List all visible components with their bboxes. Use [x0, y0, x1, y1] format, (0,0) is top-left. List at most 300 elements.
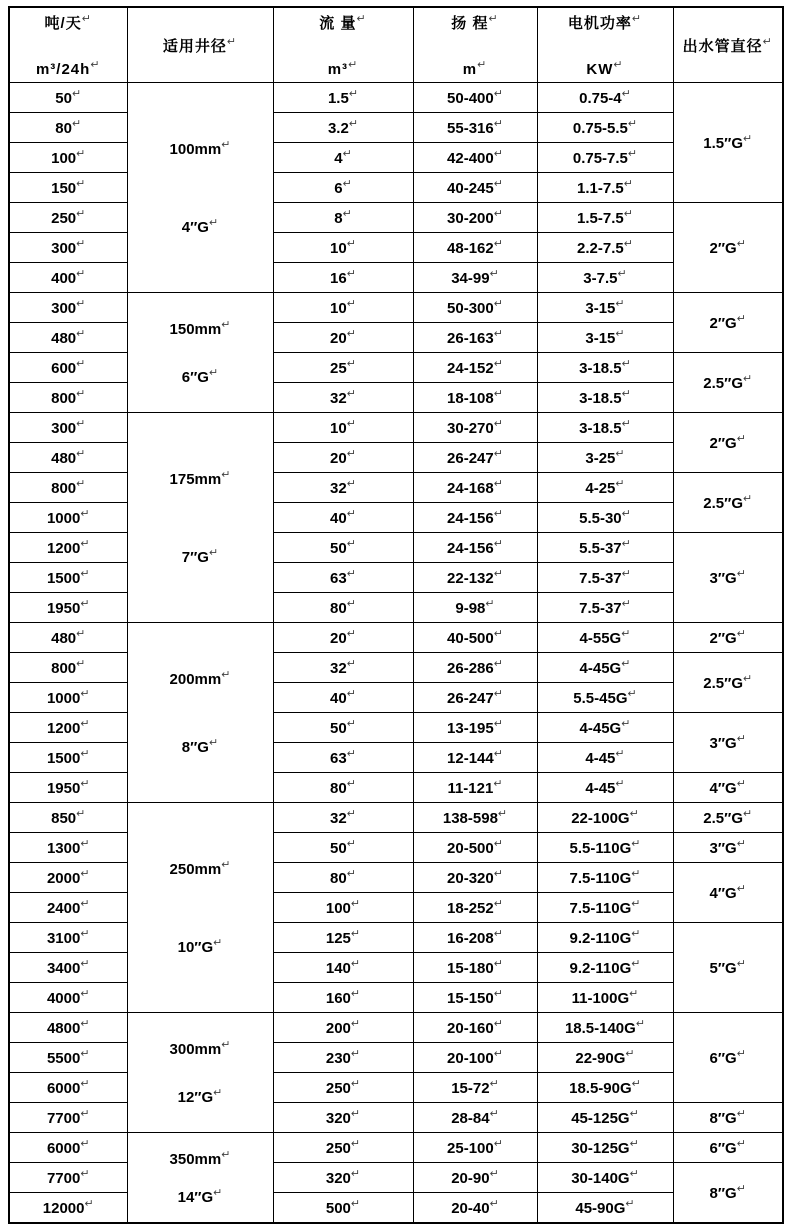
cell-flow: 32↵: [273, 653, 413, 683]
paragraph-mark: ↵: [71, 87, 82, 100]
paragraph-mark: ↵: [208, 367, 219, 380]
table-row: [9, 83, 783, 113]
well-diameter-mm: 150mm↵: [169, 318, 231, 338]
cell-head: 20-500↵: [413, 833, 537, 863]
paragraph-mark: ↵: [80, 777, 90, 790]
well-diameter-inch: 12″G↵: [177, 1087, 223, 1107]
cell-head: 40-500↵: [413, 623, 537, 653]
table-row: [9, 383, 783, 413]
cell-flow: 20↵: [273, 623, 413, 653]
cell-flow: 80↵: [273, 593, 413, 623]
paragraph-mark: ↵: [346, 837, 356, 850]
paragraph-mark: ↵: [493, 567, 503, 580]
cell-motor-power: 7.5-37↵: [537, 593, 673, 623]
cell-head: 20-160↵: [413, 1013, 537, 1043]
pump-specification-table: [8, 6, 784, 1224]
cell-capacity: 2400↵: [9, 893, 127, 923]
paragraph-mark: ↵: [627, 147, 638, 160]
paragraph-mark: ↵: [76, 147, 86, 160]
paragraph-mark: ↵: [80, 747, 90, 760]
well-diameter-inch: 4″G↵: [181, 217, 219, 237]
paragraph-mark: ↵: [736, 567, 746, 580]
paragraph-mark: ↵: [350, 1077, 361, 1090]
cell-capacity: 3400↵: [9, 953, 127, 983]
cell-flow: 125↵: [273, 923, 413, 953]
paragraph-mark: ↵: [80, 957, 90, 970]
cell-capacity: 850↵: [9, 803, 127, 833]
paragraph-mark: ↵: [76, 447, 86, 460]
paragraph-mark: ↵: [346, 687, 356, 700]
cell-flow: 6↵: [273, 173, 413, 203]
cell-motor-power: 1.5-7.5↵: [537, 203, 673, 233]
paragraph-mark: ↵: [81, 13, 92, 25]
cell-well-diameter: [127, 623, 273, 803]
cell-motor-power: 30-140G↵: [537, 1163, 673, 1193]
table-row: [9, 1013, 783, 1043]
paragraph-mark: ↵: [493, 417, 503, 430]
cell-head: 11-121↵: [413, 773, 537, 803]
cell-flow: 20↵: [273, 323, 413, 353]
paragraph-mark: ↵: [348, 87, 359, 100]
cell-motor-power: 0.75-7.5↵: [537, 143, 673, 173]
cell-flow: 40↵: [273, 503, 413, 533]
cell-well-diameter: [127, 83, 273, 293]
well-diameter-mm: 175mm↵: [169, 468, 231, 488]
paragraph-mark: ↵: [493, 477, 503, 490]
table-row: [9, 173, 783, 203]
table-row: [9, 233, 783, 263]
paragraph-mark: ↵: [493, 357, 503, 370]
paragraph-mark: ↵: [348, 117, 359, 130]
paragraph-mark: ↵: [493, 507, 503, 520]
cell-well-diameter: [127, 293, 273, 413]
paragraph-mark: ↵: [493, 747, 503, 760]
well-diameter-inch: 7″G↵: [181, 547, 219, 567]
paragraph-mark: ↵: [736, 957, 746, 970]
paragraph-mark: ↵: [80, 1137, 90, 1150]
paragraph-mark: ↵: [613, 58, 624, 71]
paragraph-mark: ↵: [736, 312, 746, 325]
paragraph-mark: ↵: [625, 1047, 635, 1060]
cell-head: 15-72↵: [413, 1073, 537, 1103]
cell-motor-power: 3-25↵: [537, 443, 673, 473]
table-row: [9, 413, 783, 443]
paragraph-mark: ↵: [76, 807, 86, 820]
cell-head: 12-144↵: [413, 743, 537, 773]
paragraph-mark: ↵: [489, 1077, 499, 1090]
cell-motor-power: 22-90G↵: [537, 1043, 673, 1073]
paragraph-mark: ↵: [346, 357, 356, 370]
cell-flow: 3.2↵: [273, 113, 413, 143]
table-row: [9, 653, 783, 683]
paragraph-mark: ↵: [736, 627, 746, 640]
paragraph-mark: ↵: [493, 87, 503, 100]
cell-motor-power: 3-15↵: [537, 323, 673, 353]
paragraph-mark: ↵: [76, 207, 86, 220]
table-row: [9, 1163, 783, 1193]
header-line: 流 量↵: [319, 13, 367, 32]
cell-outlet-pipe: 8″G↵: [673, 1163, 783, 1224]
paragraph-mark: ↵: [493, 117, 503, 130]
header-line: KW↵: [586, 58, 624, 78]
cell-capacity: 300↵: [9, 233, 127, 263]
well-diameter-mm: 350mm↵: [169, 1148, 231, 1168]
cell-head: 50-400↵: [413, 83, 537, 113]
paragraph-mark: ↵: [493, 177, 503, 190]
table-row: [9, 893, 783, 923]
cell-motor-power: 7.5-37↵: [537, 563, 673, 593]
cell-motor-power: 4-45G↵: [537, 713, 673, 743]
paragraph-mark: ↵: [621, 357, 631, 370]
cell-head: 26-163↵: [413, 323, 537, 353]
cell-capacity: 1000↵: [9, 683, 127, 713]
paragraph-mark: ↵: [346, 327, 356, 340]
paragraph-mark: ↵: [631, 957, 641, 970]
header-line: m↵: [462, 58, 488, 78]
paragraph-mark: ↵: [80, 927, 90, 940]
paragraph-mark: ↵: [80, 597, 90, 610]
paragraph-mark: ↵: [80, 897, 90, 910]
paragraph-mark: ↵: [493, 237, 503, 250]
cell-head: 30-200↵: [413, 203, 537, 233]
cell-motor-power: 5.5-45G↵: [537, 683, 673, 713]
cell-capacity: 600↵: [9, 353, 127, 383]
paragraph-mark: ↵: [629, 807, 639, 820]
paragraph-mark: ↵: [635, 1017, 646, 1030]
paragraph-mark: ↵: [346, 657, 356, 670]
paragraph-mark: ↵: [621, 597, 631, 610]
well-diameter-mm: 200mm↵: [169, 668, 231, 688]
cell-flow: 160↵: [273, 983, 413, 1013]
paragraph-mark: ↵: [493, 1017, 503, 1030]
paragraph-mark: ↵: [346, 807, 356, 820]
paragraph-mark: ↵: [743, 492, 753, 505]
paragraph-mark: ↵: [493, 897, 503, 910]
paragraph-mark: ↵: [736, 1107, 746, 1120]
table-row: [9, 1133, 783, 1163]
paragraph-mark: ↵: [80, 567, 90, 580]
cell-flow: 10↵: [273, 413, 413, 443]
paragraph-mark: ↵: [350, 897, 361, 910]
cell-head: 22-132↵: [413, 563, 537, 593]
cell-head: 34-99↵: [413, 263, 537, 293]
paragraph-mark: ↵: [493, 687, 503, 700]
cell-head: 15-180↵: [413, 953, 537, 983]
paragraph-mark: ↵: [736, 837, 746, 850]
well-diameter-mm: 250mm↵: [169, 858, 231, 878]
cell-flow: 80↵: [273, 773, 413, 803]
cell-flow: 140↵: [273, 953, 413, 983]
paragraph-mark: ↵: [80, 867, 90, 880]
paragraph-mark: ↵: [76, 357, 86, 370]
paragraph-mark: ↵: [493, 147, 503, 160]
paragraph-mark: ↵: [631, 867, 641, 880]
paragraph-mark: ↵: [743, 672, 753, 685]
table-row: [9, 473, 783, 503]
table-row: [9, 263, 783, 293]
paragraph-mark: ↵: [80, 1047, 90, 1060]
paragraph-mark: ↵: [80, 1077, 90, 1090]
header-line: m³↵: [327, 58, 359, 78]
header-line: 扬 程↵: [451, 13, 499, 32]
cell-capacity: 400↵: [9, 263, 127, 293]
paragraph-mark: ↵: [493, 537, 503, 550]
paragraph-mark: ↵: [743, 132, 753, 145]
paragraph-mark: ↵: [80, 1017, 90, 1030]
paragraph-mark: ↵: [629, 1137, 639, 1150]
well-diameter-mm: 300mm↵: [169, 1038, 231, 1058]
paragraph-mark: ↵: [493, 1047, 503, 1060]
paragraph-mark: ↵: [736, 1047, 746, 1060]
table-row: [9, 833, 783, 863]
paragraph-mark: ↵: [493, 867, 503, 880]
paragraph-mark: ↵: [346, 387, 356, 400]
paragraph-mark: ↵: [346, 867, 356, 880]
cell-outlet-pipe: 6″G↵: [673, 1133, 783, 1163]
cell-flow: 32↵: [273, 473, 413, 503]
cell-capacity: 6000↵: [9, 1073, 127, 1103]
paragraph-mark: ↵: [736, 1182, 746, 1195]
paragraph-mark: ↵: [80, 837, 90, 850]
cell-capacity: 3100↵: [9, 923, 127, 953]
paragraph-mark: ↵: [342, 207, 352, 220]
paragraph-mark: ↵: [221, 668, 231, 681]
paragraph-mark: ↵: [625, 1197, 635, 1210]
paragraph-mark: ↵: [80, 987, 90, 1000]
paragraph-mark: ↵: [76, 477, 86, 490]
paragraph-mark: ↵: [493, 927, 503, 940]
cell-flow: 63↵: [273, 563, 413, 593]
cell-well-diameter: [127, 1013, 273, 1133]
paragraph-mark: ↵: [623, 207, 633, 220]
table-row: [9, 683, 783, 713]
cell-outlet-pipe: 2.5″G↵: [673, 803, 783, 833]
paragraph-mark: ↵: [736, 777, 746, 790]
cell-motor-power: 4-45↵: [537, 743, 673, 773]
table-row: [9, 803, 783, 833]
cell-motor-power: 9.2-110G↵: [537, 953, 673, 983]
cell-capacity: 800↵: [9, 653, 127, 683]
paragraph-mark: ↵: [615, 477, 625, 490]
paragraph-mark: ↵: [208, 737, 219, 750]
cell-capacity: 1500↵: [9, 563, 127, 593]
paragraph-mark: ↵: [350, 987, 361, 1000]
header-motor-power: [537, 7, 673, 83]
cell-head: 18-252↵: [413, 893, 537, 923]
cell-motor-power: 3-18.5↵: [537, 413, 673, 443]
table-row: [9, 743, 783, 773]
cell-flow: 40↵: [273, 683, 413, 713]
paragraph-mark: ↵: [615, 447, 625, 460]
paragraph-mark: ↵: [621, 627, 631, 640]
cell-head: 9-98↵: [413, 593, 537, 623]
cell-motor-power: 4-25↵: [537, 473, 673, 503]
cell-capacity: 1200↵: [9, 533, 127, 563]
table-row: [9, 1193, 783, 1224]
paragraph-mark: ↵: [493, 627, 503, 640]
paragraph-mark: ↵: [80, 717, 90, 730]
table-row: [9, 113, 783, 143]
paragraph-mark: ↵: [736, 237, 746, 250]
paragraph-mark: ↵: [226, 35, 238, 48]
paragraph-mark: ↵: [615, 777, 625, 790]
table-row: [9, 443, 783, 473]
paragraph-mark: ↵: [350, 957, 361, 970]
paragraph-mark: ↵: [493, 957, 503, 970]
paragraph-mark: ↵: [84, 1197, 94, 1210]
paragraph-mark: ↵: [342, 177, 352, 190]
cell-flow: 50↵: [273, 833, 413, 863]
cell-motor-power: 18.5-140G↵: [537, 1013, 673, 1043]
cell-motor-power: 5.5-30↵: [537, 503, 673, 533]
paragraph-mark: ↵: [350, 927, 361, 940]
cell-capacity: 4000↵: [9, 983, 127, 1013]
table-row: [9, 713, 783, 743]
cell-motor-power: 1.1-7.5↵: [537, 173, 673, 203]
paragraph-mark: ↵: [743, 807, 753, 820]
cell-motor-power: 45-125G↵: [537, 1103, 673, 1133]
paragraph-mark: ↵: [493, 447, 503, 460]
paragraph-mark: ↵: [615, 327, 625, 340]
paragraph-mark: ↵: [615, 747, 625, 760]
cell-capacity: 4800↵: [9, 1013, 127, 1043]
table-row: [9, 563, 783, 593]
cell-outlet-pipe: 3″G↵: [673, 713, 783, 773]
paragraph-mark: ↵: [736, 432, 746, 445]
cell-head: 26-286↵: [413, 653, 537, 683]
cell-head: 15-150↵: [413, 983, 537, 1013]
paragraph-mark: ↵: [350, 1107, 361, 1120]
cell-flow: 4↵: [273, 143, 413, 173]
table-row: [9, 533, 783, 563]
paragraph-mark: ↵: [621, 507, 631, 520]
paragraph-mark: ↵: [346, 717, 356, 730]
paragraph-mark: ↵: [493, 777, 503, 790]
paragraph-mark: ↵: [488, 13, 499, 25]
paragraph-mark: ↵: [76, 657, 86, 670]
table-row: [9, 923, 783, 953]
paragraph-mark: ↵: [76, 237, 86, 250]
cell-capacity: 50↵: [9, 83, 127, 113]
cell-motor-power: 11-100G↵: [537, 983, 673, 1013]
cell-head: 50-300↵: [413, 293, 537, 323]
cell-head: 18-108↵: [413, 383, 537, 413]
paragraph-mark: ↵: [213, 1187, 223, 1200]
paragraph-mark: ↵: [489, 267, 499, 280]
cell-outlet-pipe: 2.5″G↵: [673, 353, 783, 413]
cell-flow: 230↵: [273, 1043, 413, 1073]
cell-outlet-pipe: 2.5″G↵: [673, 473, 783, 533]
cell-flow: 63↵: [273, 743, 413, 773]
cell-flow: 320↵: [273, 1103, 413, 1133]
cell-capacity: 250↵: [9, 203, 127, 233]
paragraph-mark: ↵: [485, 597, 495, 610]
paragraph-mark: ↵: [493, 207, 503, 220]
header-line: 适用井径↵: [162, 35, 238, 55]
cell-head: 55-316↵: [413, 113, 537, 143]
cell-head: 13-195↵: [413, 713, 537, 743]
cell-head: 24-156↵: [413, 503, 537, 533]
paragraph-mark: ↵: [346, 477, 356, 490]
paragraph-mark: ↵: [621, 417, 631, 430]
paragraph-mark: ↵: [80, 1167, 90, 1180]
paragraph-mark: ↵: [497, 807, 508, 820]
paragraph-mark: ↵: [617, 267, 627, 280]
paragraph-mark: ↵: [208, 547, 219, 560]
cell-well-diameter: [127, 413, 273, 623]
cell-flow: 50↵: [273, 713, 413, 743]
cell-flow: 320↵: [273, 1163, 413, 1193]
table-row: [9, 323, 783, 353]
paragraph-mark: ↵: [346, 417, 356, 430]
paragraph-mark: ↵: [629, 1167, 639, 1180]
cell-capacity: 100↵: [9, 143, 127, 173]
cell-outlet-pipe: 1.5″G↵: [673, 83, 783, 203]
header-capacity: [9, 7, 127, 83]
cell-head: 20-100↵: [413, 1043, 537, 1073]
cell-outlet-pipe: 5″G↵: [673, 923, 783, 1013]
cell-motor-power: 7.5-110G↵: [537, 893, 673, 923]
table-row: [9, 863, 783, 893]
cell-capacity: 5500↵: [9, 1043, 127, 1073]
paragraph-mark: ↵: [477, 58, 488, 71]
cell-motor-power: 4-45G↵: [537, 653, 673, 683]
cell-flow: 32↵: [273, 383, 413, 413]
cell-head: 26-247↵: [413, 443, 537, 473]
paragraph-mark: ↵: [76, 627, 86, 640]
cell-outlet-pipe: 2″G↵: [673, 413, 783, 473]
paragraph-mark: ↵: [90, 58, 101, 71]
paragraph-mark: ↵: [346, 747, 356, 760]
paragraph-mark: ↵: [350, 1197, 361, 1210]
paragraph-mark: ↵: [350, 1047, 361, 1060]
paragraph-mark: ↵: [493, 387, 503, 400]
cell-motor-power: 4-45↵: [537, 773, 673, 803]
cell-motor-power: 0.75-5.5↵: [537, 113, 673, 143]
cell-flow: 10↵: [273, 293, 413, 323]
cell-motor-power: 3-15↵: [537, 293, 673, 323]
paragraph-mark: ↵: [621, 657, 631, 670]
table-row: [9, 1043, 783, 1073]
cell-motor-power: 45-90G↵: [537, 1193, 673, 1224]
table-header-row: [9, 7, 783, 83]
cell-capacity: 300↵: [9, 293, 127, 323]
cell-head: 26-247↵: [413, 683, 537, 713]
well-diameter-inch: 10″G↵: [177, 937, 223, 957]
cell-outlet-pipe: 2″G↵: [673, 623, 783, 653]
table-row: [9, 593, 783, 623]
header-line: m³/24h↵: [35, 58, 101, 78]
cell-capacity: 800↵: [9, 473, 127, 503]
cell-outlet-pipe: 4″G↵: [673, 863, 783, 923]
cell-head: 40-245↵: [413, 173, 537, 203]
paragraph-mark: ↵: [346, 297, 356, 310]
paragraph-mark: ↵: [350, 1017, 361, 1030]
cell-well-diameter: [127, 803, 273, 1013]
cell-capacity: 480↵: [9, 443, 127, 473]
paragraph-mark: ↵: [208, 217, 219, 230]
cell-capacity: 800↵: [9, 383, 127, 413]
paragraph-mark: ↵: [346, 777, 356, 790]
paragraph-mark: ↵: [76, 417, 86, 430]
header-outlet-pipe: [673, 7, 783, 83]
paragraph-mark: ↵: [629, 987, 639, 1000]
paragraph-mark: ↵: [76, 327, 86, 340]
cell-motor-power: 3-18.5↵: [537, 353, 673, 383]
paragraph-mark: ↵: [489, 1107, 499, 1120]
cell-head: 16-208↵: [413, 923, 537, 953]
paragraph-mark: ↵: [346, 627, 356, 640]
